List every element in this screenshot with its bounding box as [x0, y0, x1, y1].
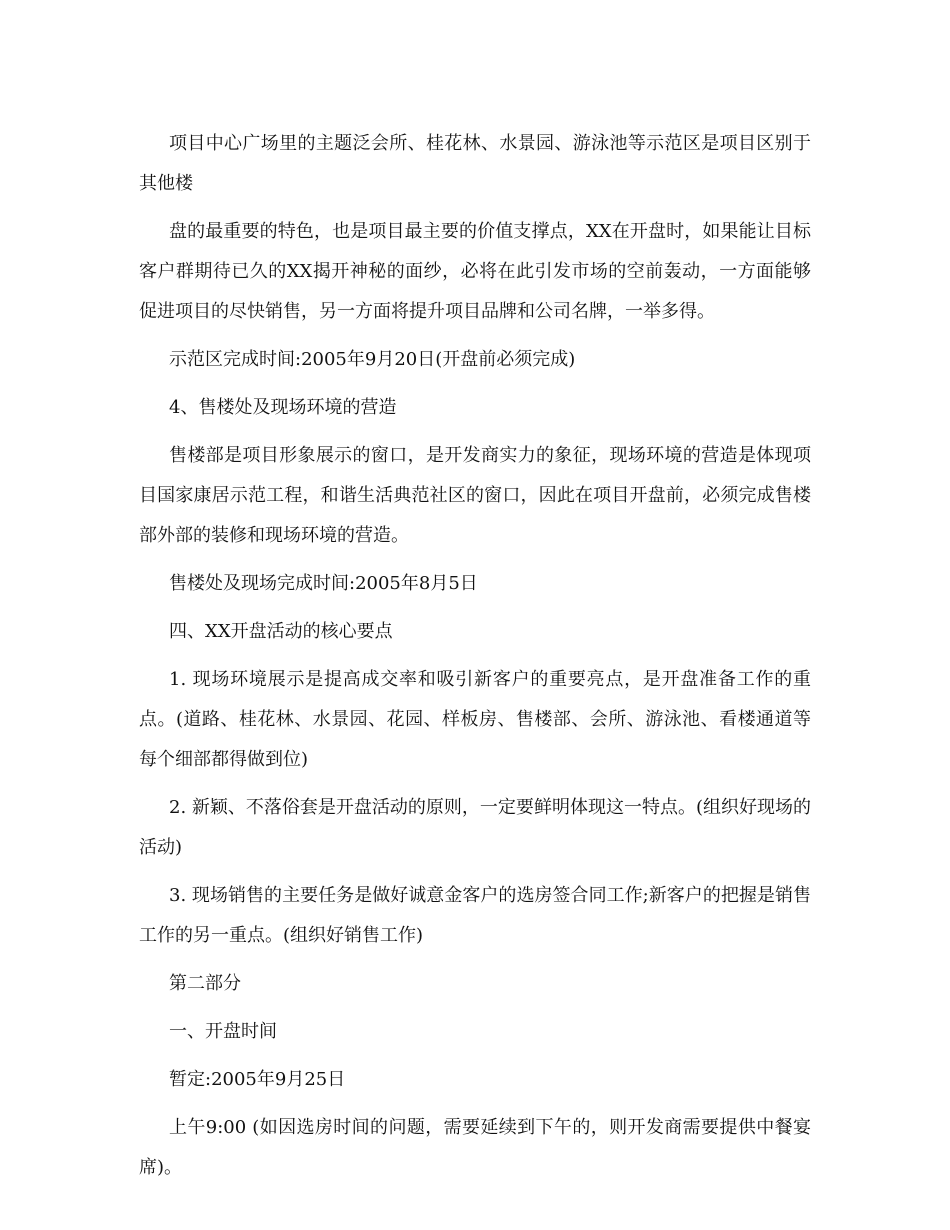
document-body: [139, 124, 811, 1196]
paragraph-demo-zone-intro: 项目中心广场里的主题泛会所、桂花林、水景园、游泳池等示范区是项目区别于其他楼: [139, 133, 811, 194]
heading-part-two: 第二部分: [169, 973, 241, 994]
heading-opening-key-points: 四、XX开盘活动的核心要点: [169, 621, 393, 642]
list-item-key-point-1: 1. 现场环境展示是提高成交率和吸引新客户的重要亮点，是开盘准备工作的重点。(道路、桂花林、水景园、花园、样板房、售楼部、会所、游泳池、看楼通道等每个细部都得做到位): [139, 669, 811, 770]
heading-opening-time: 一、开盘时间: [169, 1021, 277, 1042]
paragraph-sales-office-description: 售楼部是项目形象展示的窗口，是开发商实力的象征，现场环境的营造是体现项目国家康居示范工程，和谐生活典范社区的窗口，因此在项目开盘前，必须完成售楼部外部的装修和现场环境的营造。: [139, 445, 811, 546]
paragraph-tentative-date: 暂定:2005年9月25日: [169, 1069, 346, 1090]
paragraph-sales-office-deadline: 售楼处及现场完成时间:2005年8月5日: [169, 573, 478, 594]
paragraph-demo-zone-value: 盘的最重要的特色，也是项目最主要的价值支撑点，XX在开盘时，如果能让目标客户群期待已久的XX揭开神秘的面纱，必将在此引发市场的空前轰动，一方面能够促进项目的尽快销售，另一方面将提升项目品牌和公司名牌，一举多得。: [139, 221, 811, 322]
paragraph-demo-zone-deadline: 示范区完成时间:2005年9月20日(开盘前必须完成): [169, 349, 576, 370]
list-item-key-point-3: 3. 现场销售的主要任务是做好诚意金客户的选房签合同工作;新客户的把握是销售工作的另一重点。(组织好销售工作): [139, 885, 811, 946]
paragraph-morning-schedule: 上午9:00 (如因选房时间的问题，需要延续到下午的，则开发商需要提供中餐宴席)。: [139, 1117, 811, 1178]
list-item-key-point-2: 2. 新颖、不落俗套是开盘活动的原则，一定要鲜明体现这一特点。(组织好现场的活动): [139, 797, 811, 858]
heading-sales-office-environment: 4、售楼处及现场环境的营造: [169, 397, 397, 418]
